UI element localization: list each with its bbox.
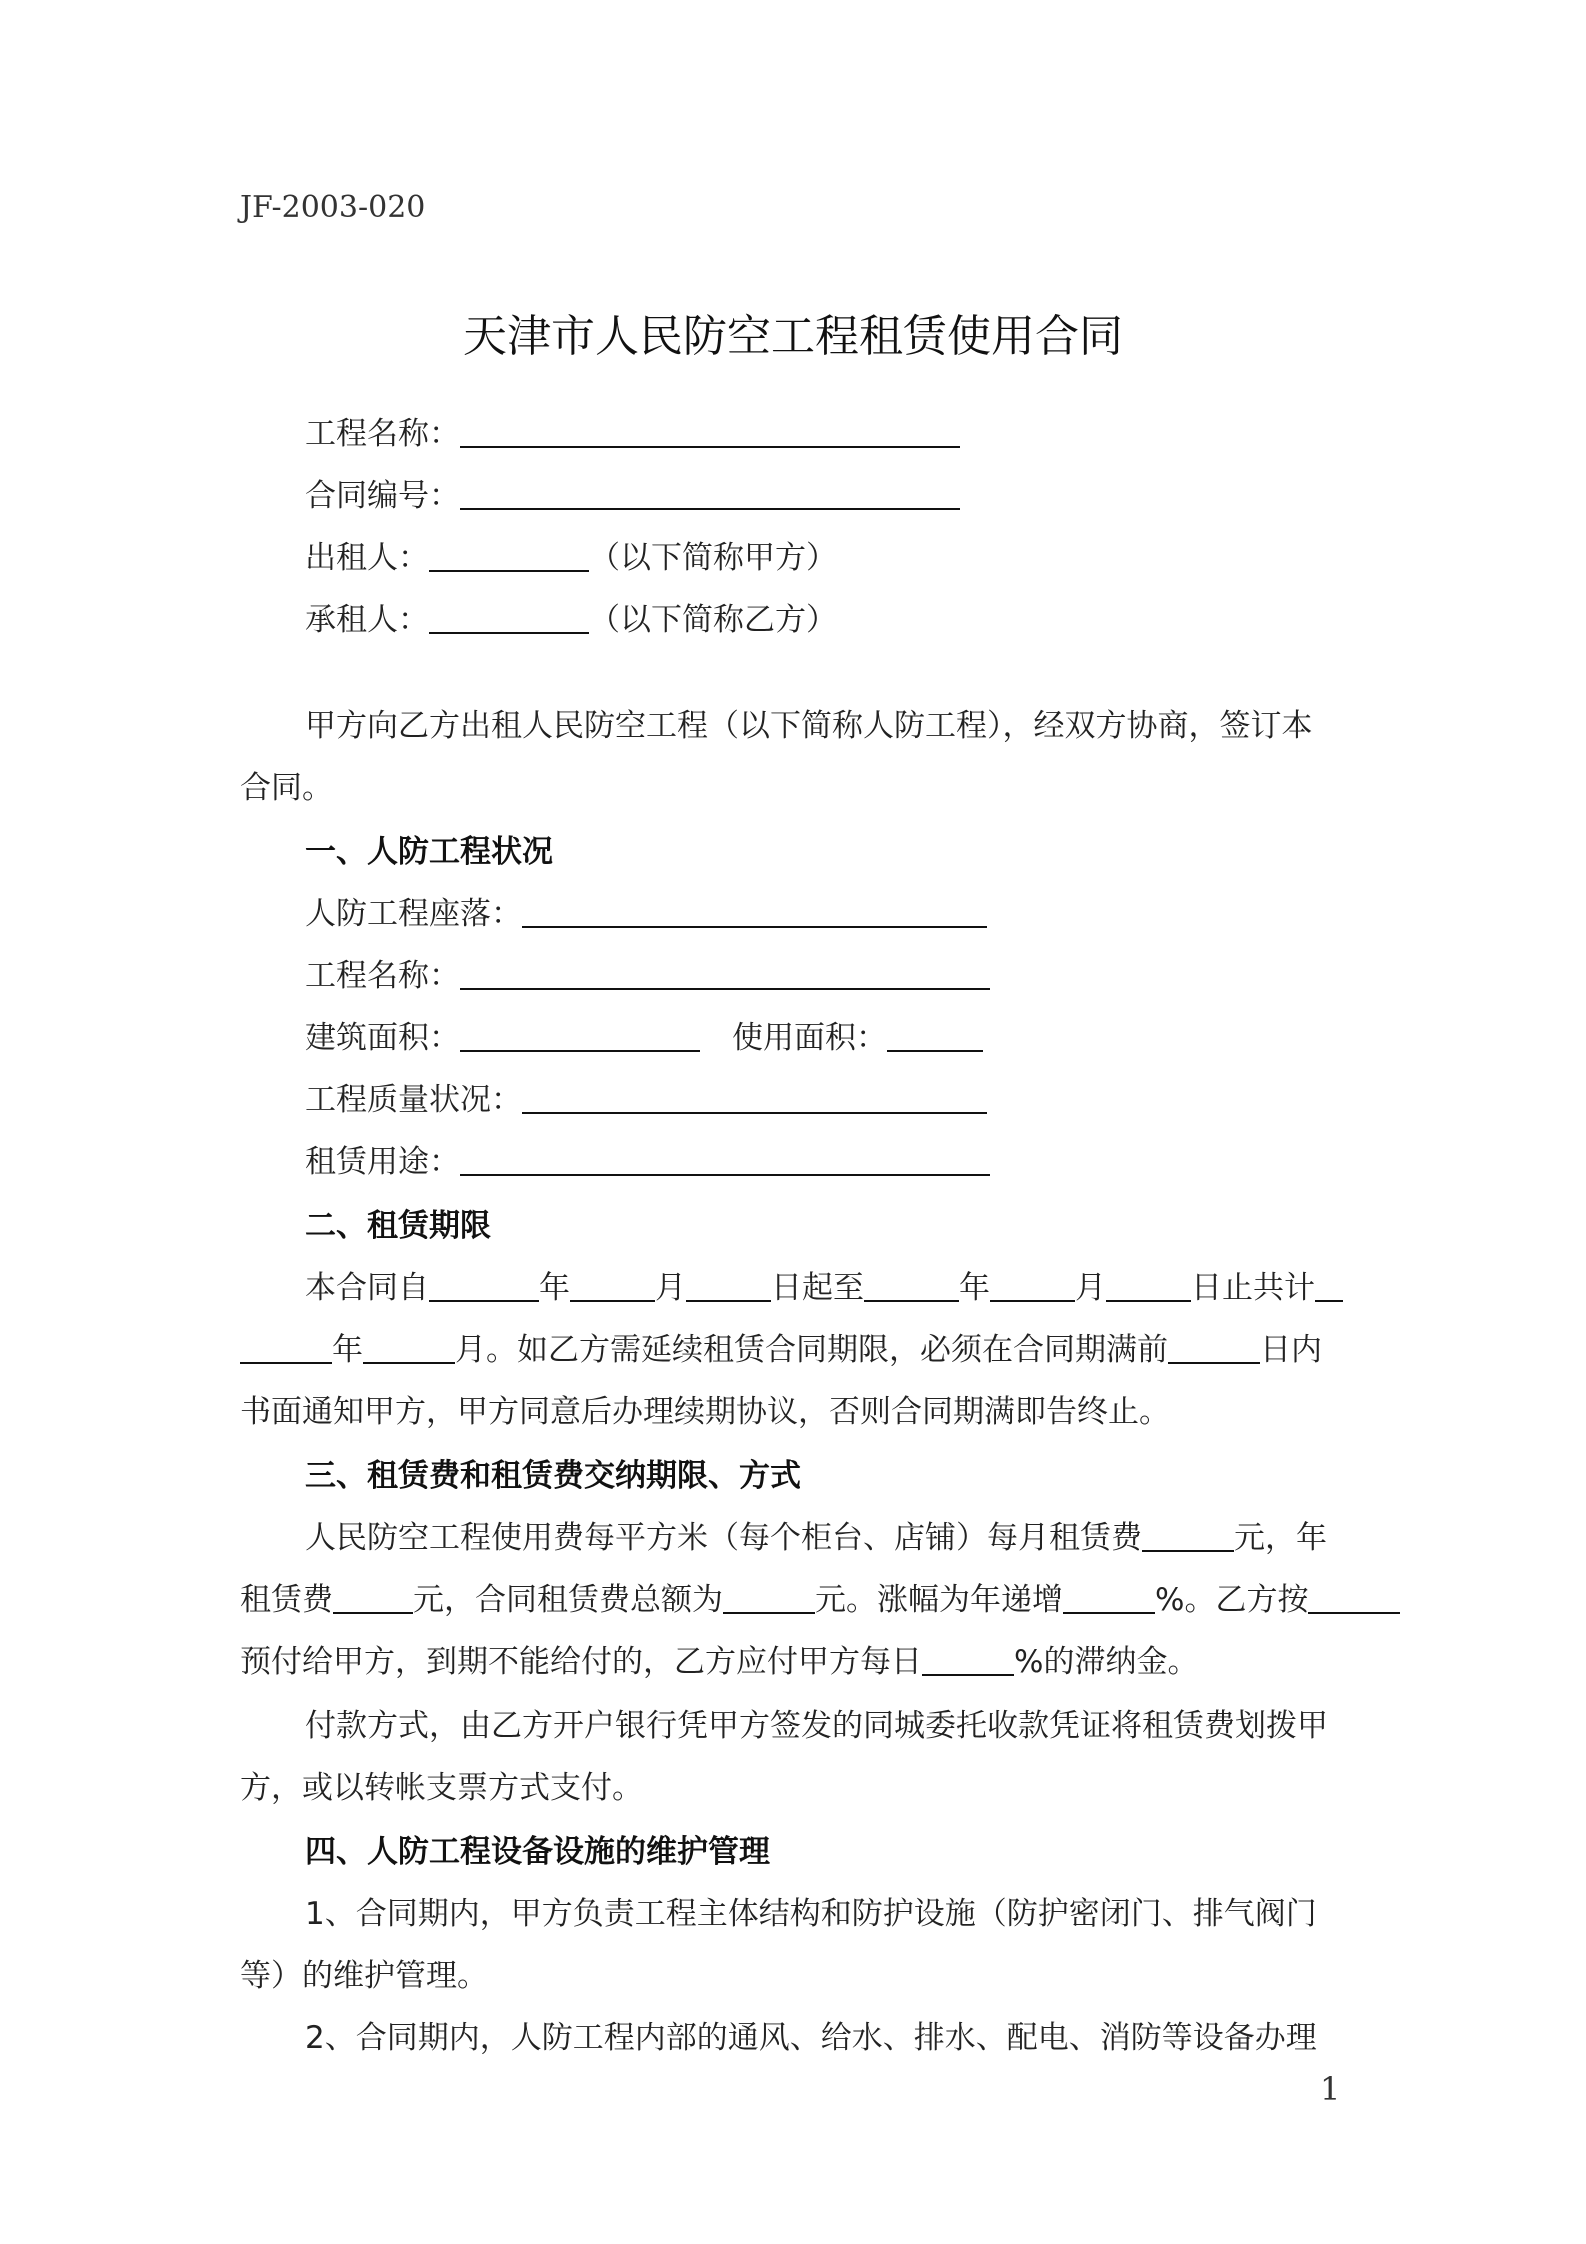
purpose-label: 租赁用途： (305, 1144, 460, 1180)
term-text: 日止共计 (1191, 1270, 1315, 1306)
total-fee-blank (723, 1611, 815, 1614)
term-line-1 (305, 1262, 1343, 1307)
fee-text: 人民防空工程使用费每平方米（每个柜台、店铺）每月租赁费 (305, 1520, 1142, 1556)
term-text: 月 (1075, 1270, 1106, 1306)
notice-days-blank (1168, 1361, 1260, 1364)
payment-method-line-2: 方，或以转帐支票方式支付。 (240, 1770, 643, 1806)
section-3-heading: 三、租赁费和租赁费交纳期限、方式 (305, 1458, 801, 1494)
fee-text: 元，合同租赁费总额为 (413, 1582, 723, 1618)
maintenance-item-1-line-2: 等）的维护管理。 (240, 1958, 488, 1994)
lessee-note: （以下简称乙方） (589, 602, 837, 638)
lessee-blank (429, 631, 589, 634)
term-text: 年 (332, 1332, 363, 1368)
end-month-blank (990, 1299, 1075, 1302)
start-year-blank (429, 1299, 539, 1302)
fee-text: %的滞纳金。 (1014, 1644, 1199, 1680)
monthly-fee-blank (1142, 1549, 1234, 1552)
total-years-blank (240, 1361, 332, 1364)
fee-text: 预付给甲方，到期不能给付的，乙方应付甲方每日 (240, 1644, 922, 1680)
section-1-name-row (305, 950, 990, 995)
intro-line-1: 甲方向乙方出租人民防空工程（以下简称人防工程），经双方协商，签订本 (305, 708, 1313, 744)
page-number: 1 (1320, 2070, 1341, 2108)
total-months-blank (363, 1361, 455, 1364)
annual-fee-blank (333, 1611, 413, 1614)
term-text: 日内 (1260, 1332, 1322, 1368)
term-text: 年 (959, 1270, 990, 1306)
lessor-note: （以下简称甲方） (589, 540, 837, 576)
section-1-name-label: 工程名称： (305, 958, 460, 994)
late-fee-blank (922, 1673, 1014, 1676)
purpose-row (305, 1136, 990, 1181)
project-name-row (305, 408, 960, 453)
area-row (305, 1012, 983, 1057)
lessor-blank (429, 569, 589, 572)
fee-line-3 (240, 1636, 1198, 1681)
project-name-blank (460, 445, 960, 448)
fee-text: 元，年 (1234, 1520, 1327, 1556)
payment-method-line-1: 付款方式，由乙方开户银行凭甲方签发的同城委托收款凭证将租赁费划拨甲 (305, 1708, 1328, 1744)
term-text: 年 (539, 1270, 570, 1306)
start-month-blank (570, 1299, 655, 1302)
quality-label: 工程质量状况： (305, 1082, 522, 1118)
building-area-label: 建筑面积： (305, 1020, 460, 1056)
location-label: 人防工程座落： (305, 896, 522, 932)
project-name-label: 工程名称： (305, 416, 460, 452)
fee-text: 租赁费 (240, 1582, 333, 1618)
fee-line-2 (240, 1574, 1400, 1619)
lessor-label: 出租人： (305, 540, 429, 576)
location-blank (522, 925, 987, 928)
term-text: 日起至 (771, 1270, 864, 1306)
lessee-label: 承租人： (305, 602, 429, 638)
lessor-row (305, 532, 837, 577)
document-code: JF-2003-020 (240, 190, 426, 225)
term-line-3: 书面通知甲方，甲方同意后办理续期协议，否则合同期满即告终止。 (240, 1394, 1170, 1430)
usable-area-blank (887, 1049, 983, 1052)
section-1-name-blank (460, 987, 990, 990)
term-text: 月。如乙方需延续租赁合同期限，必须在合同期满前 (455, 1332, 1168, 1368)
section-4-heading: 四、人防工程设备设施的维护管理 (305, 1834, 770, 1870)
contract-no-blank (460, 507, 960, 510)
fee-text: 元。涨幅为年递增 (815, 1582, 1063, 1618)
payment-period-blank (1308, 1611, 1400, 1614)
term-text: 本合同自 (305, 1270, 429, 1306)
maintenance-item-1-line-1: 1、合同期内，甲方负责工程主体结构和防护设施（防护密闭门、排气阀门 (305, 1896, 1317, 1932)
lessee-row (305, 594, 837, 639)
start-day-blank (686, 1299, 771, 1302)
contract-no-row (305, 470, 960, 515)
maintenance-item-2-line-1: 2、合同期内，人防工程内部的通风、给水、排水、配电、消防等设备办理 (305, 2020, 1317, 2056)
contract-no-label: 合同编号： (305, 478, 460, 514)
quality-row (305, 1074, 987, 1119)
building-area-blank (460, 1049, 700, 1052)
term-line-2 (240, 1324, 1322, 1369)
section-2-heading: 二、租赁期限 (305, 1208, 491, 1244)
usable-area-label: 使用面积： (732, 1020, 887, 1056)
end-day-blank (1106, 1299, 1191, 1302)
purpose-blank (460, 1173, 990, 1176)
increase-rate-blank (1063, 1611, 1155, 1614)
end-year-blank (864, 1299, 959, 1302)
section-1-heading: 一、人防工程状况 (305, 834, 553, 870)
quality-blank (522, 1111, 987, 1114)
document-title: 天津市人民防空工程租赁使用合同 (463, 311, 1123, 362)
total-years-blank-start (1315, 1299, 1343, 1302)
fee-line-1 (305, 1512, 1327, 1557)
location-row (305, 888, 987, 933)
term-text: 月 (655, 1270, 686, 1306)
fee-text: %。乙方按 (1155, 1582, 1309, 1618)
intro-line-2: 合同。 (240, 770, 333, 806)
